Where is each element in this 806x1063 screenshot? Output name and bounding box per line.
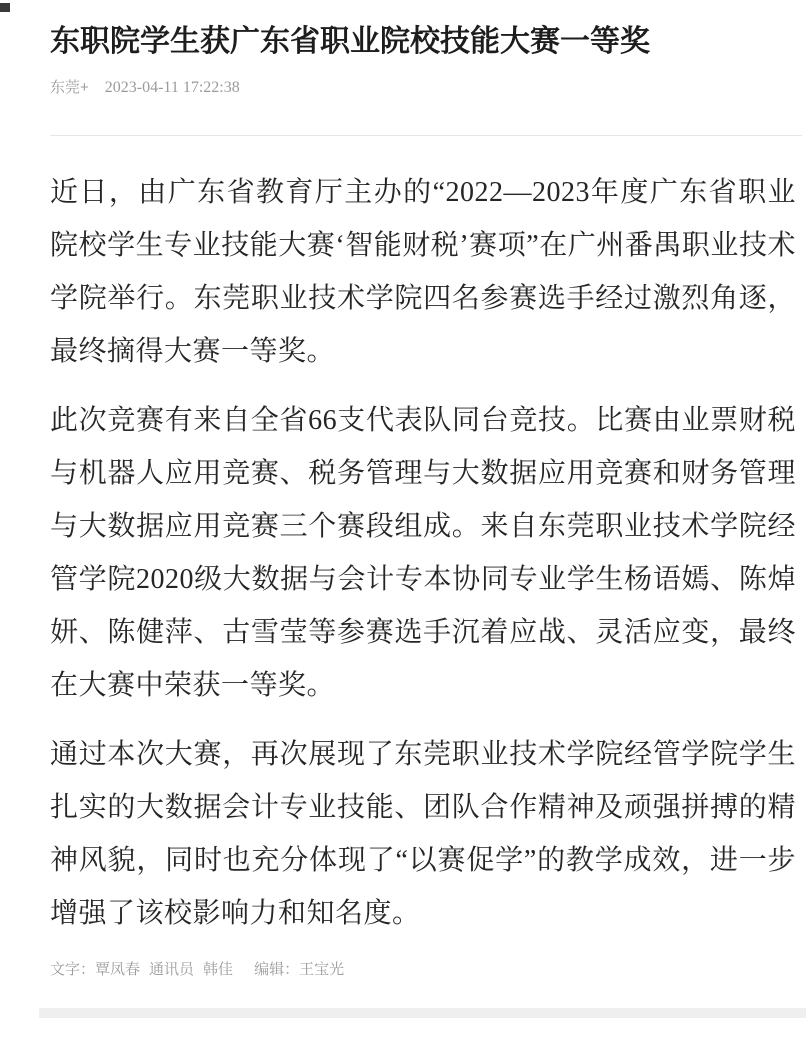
- credits-correspondent-label: 通讯员: [149, 961, 195, 978]
- credits-correspondent-name: 韩佳: [203, 961, 234, 978]
- article-meta: [50, 77, 806, 98]
- paragraph-1: 近日，由广东省教育厅主办的“2022—2023年度广东省职业院校学生专业技能大赛‘智能财税’赛项”在广州番禺职业技术学院举行。东莞职业技术学院四名参赛选手经过激烈角逐，最终摘得大赛一等奖。: [50, 177, 796, 367]
- credits-text-name: 覃凤春: [95, 961, 141, 978]
- article-credits: [50, 959, 806, 980]
- credits-editor-label: 编辑：: [254, 961, 300, 978]
- source-label: 东莞+: [50, 79, 89, 96]
- bottom-separator-bar: [39, 1008, 806, 1018]
- paragraph-2: 此次竞赛有来自全省66支代表队同台竞技。比赛由业票财税与机器人应用竞赛、税务管理与大数据应用竞赛和财务管理与大数据应用竞赛三个赛段组成。来自东莞职业技术学院经管学院2020级大数据与会计专本协同专业学生杨语嫣、陈焯妍、陈健萍、古雪莹等参赛选手沉着应战、灵活应变，最终在大赛中荣获一等奖。: [50, 405, 796, 701]
- header-divider: [50, 135, 802, 136]
- corner-mark: [0, 3, 10, 12]
- credits-editor-name: 王宝光: [299, 961, 345, 978]
- paragraph-3: 通过本次大赛，再次展现了东莞职业技术学院经管学院学生扎实的大数据会计专业技能、团队合作精神及顽强拼搏的精神风貌，同时也充分体现了“以赛促学”的教学成效，进一步增强了该校影响力和知名度。: [50, 739, 796, 929]
- article-body: [0, 166, 806, 940]
- credits-text-label: 文字：: [50, 961, 96, 978]
- publish-timestamp: 2023-04-11 17:22:38: [104, 79, 240, 96]
- article-title: 东职院学生获广东省职业院校技能大赛一等奖: [50, 25, 650, 58]
